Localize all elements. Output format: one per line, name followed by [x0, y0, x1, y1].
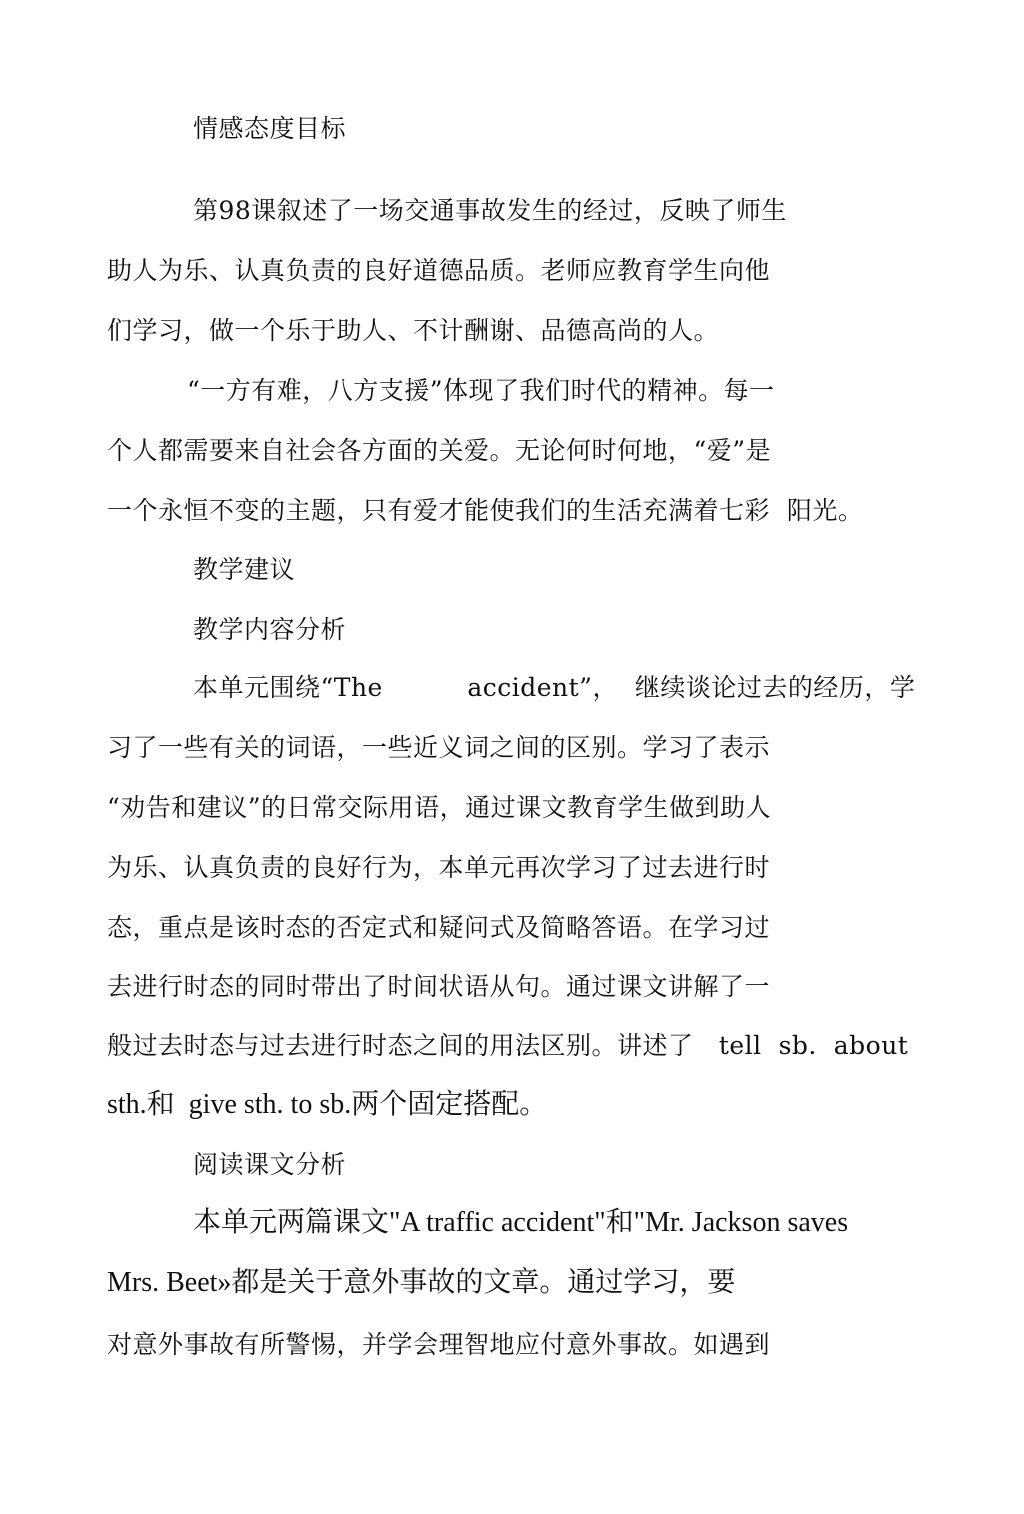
paragraph-line: 去进行时态的同时带出了时间状语从句。通过课文讲解了一	[107, 972, 771, 1001]
heading-reading-analysis: 阅读课文分析	[193, 1150, 347, 1179]
heading-emotional-goals: 情感态度目标	[193, 114, 347, 143]
paragraph-line: 为乐、认真负责的良好行为，本单元再次学习了过去进行时	[107, 853, 771, 882]
paragraph-line: 般过去时态与过去进行时态之间的用法区别。讲述了 tell sb. about	[107, 1031, 909, 1060]
paragraph-line: 助人为乐、认真负责的良好道德品质。老师应教育学生向他	[107, 256, 771, 285]
paragraph-line: 习了一些有关的词语，一些近义词之间的区别。学习了表示	[107, 733, 771, 762]
heading-content-analysis: 教学内容分析	[193, 615, 347, 644]
heading-teaching-suggestions: 教学建议	[193, 555, 296, 584]
paragraph-line: 们学习，做一个乐于助人、不计酬谢、品德高尚的人。	[107, 316, 720, 345]
paragraph-line: 本单元两篇课文"A traffic accident"和"Mr. Jackson saves	[193, 1207, 849, 1238]
paragraph-line: 第98课叙述了一场交通事故发生的经过，反映了师生	[193, 196, 787, 225]
paragraph-line: Mrs. Beet»都是关于意外事故的文章。通过学习，要	[107, 1267, 736, 1298]
paragraph-line: 一个永恒不变的主题，只有爱才能使我们的生活充满着七彩 阳光。	[107, 496, 864, 525]
paragraph-line: “一方有难，八方支援”体现了我们时代的精神。每一	[187, 376, 775, 405]
paragraph-line: 本单元围绕“The accident”， 继续谈论过去的经历，学	[193, 673, 916, 702]
paragraph-line: 态，重点是该时态的否定式和疑问式及简略答语。在学习过	[107, 913, 771, 942]
paragraph-line: “劝告和建议”的日常交际用语，通过课文教育学生做到助人	[107, 793, 772, 822]
paragraph-line: sth.和 give sth. to sb.两个固定搭配。	[107, 1089, 548, 1120]
paragraph-line: 对意外事故有所警惕，并学会理智地应付意外事故。如遇到	[107, 1330, 771, 1359]
paragraph-line: 个人都需要来自社会各方面的关爱。无论何时何地，“爱”是	[107, 436, 772, 465]
